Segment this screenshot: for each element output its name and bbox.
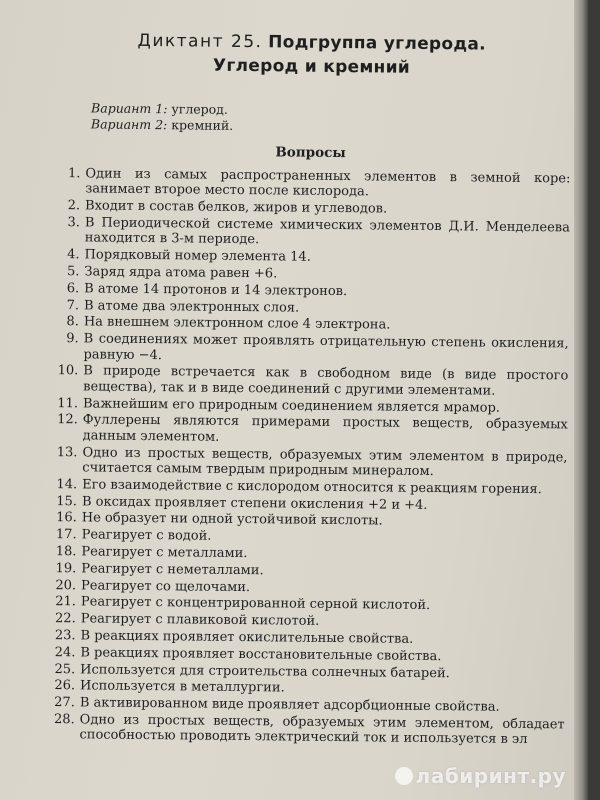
list-item (44, 712, 564, 748)
title-line-2: Углерод и кремний (212, 55, 411, 78)
question-number: 22. (54, 611, 76, 627)
question-number: 21. (55, 594, 77, 610)
question-number: 1. (67, 166, 81, 182)
question-text: Реагирует с металлами. (81, 544, 248, 562)
question-text: Входит в состав белков, жиров и углеводов. (84, 198, 388, 217)
list-item (50, 215, 570, 251)
question-text: В реакциях проявляет восстановительные свойства. (80, 645, 442, 664)
question-text: В оксидах проявляет степени окисления +2 и +4. (81, 493, 428, 513)
question-text: Реагирует с водой. (81, 527, 212, 544)
question-text: Одно из простых веществ, образуемых этим элементом в природе, считается самым твердым природным минералом. (82, 444, 568, 480)
question-number: 7. (66, 297, 80, 313)
question-number: 13. (56, 444, 78, 460)
list-item (48, 331, 568, 367)
question-text: Один из самых распространенных элементов в земной коре: занимает второе место после кислорода. (85, 166, 571, 200)
watermark-text: лабиринт.ру (415, 764, 566, 788)
question-number: 25. (54, 661, 76, 677)
question-number: 10. (57, 363, 79, 379)
question-number: 17. (55, 527, 77, 543)
variants-block (91, 100, 571, 137)
question-number: 12. (57, 412, 78, 428)
watermark-logo-icon (395, 767, 413, 785)
question-number: 26. (54, 678, 76, 694)
question-text: В соединениях может проявлять отрицательную степень окисления, равную −4. (83, 331, 569, 363)
page-edge-shadow (574, 0, 588, 800)
question-number: 15. (56, 493, 78, 509)
list-item (50, 166, 570, 202)
question-number: 4. (67, 247, 80, 263)
question-text: Реагирует с плавиковой кислотой. (80, 611, 320, 630)
question-text: Его взаимодействие с кислородом относится к реакциям горения. (82, 477, 542, 497)
question-number: 18. (55, 544, 77, 560)
list-item (48, 412, 568, 448)
list-item (48, 363, 568, 399)
question-text: Заряд ядра атома равен +6. (84, 264, 278, 282)
question-text: Реагирует с концентрированной серной кислотой. (80, 594, 431, 614)
question-number: 9. (66, 331, 79, 347)
question-text: Одно из простых веществ, образуемых этим элементом, обладает способностью проводить электрический ток и используется в эл (79, 712, 565, 748)
question-text: Не образует ни одной устойчивой кислоты. (81, 510, 383, 529)
question-number: 11. (57, 395, 79, 411)
question-text: Используется в металлургии. (79, 678, 285, 696)
question-number: 27. (54, 695, 75, 711)
question-number: 20. (55, 577, 77, 593)
question-text: В Периодической системе химических элементов Д.И. Менделеева находится в 3-м периоде. (84, 215, 570, 248)
question-text: Реагирует со щелочами. (81, 577, 251, 595)
variant-2-value: кремний. (171, 117, 234, 133)
question-number: 8. (66, 314, 79, 330)
question-text: В атоме 14 протонов и 14 электронов. (84, 281, 348, 299)
list-item (47, 445, 567, 481)
question-number: 23. (54, 628, 76, 644)
question-text: В природе встречается как в свободном виде (в виде простого вещества), так и в виде соединений с другими элементами. (83, 363, 569, 399)
question-number: 6. (66, 280, 80, 297)
page-content (44, 22, 572, 750)
question-text: Важнейшим его природным соединением является мрамор. (82, 395, 501, 416)
watermark (395, 764, 566, 788)
question-number: 3. (67, 215, 80, 231)
question-text: Фуллерены являются примерами простых веществ, образуемых данным элементом. (82, 412, 568, 445)
question-text: Используется для строительства солнечных батарей. (80, 661, 450, 681)
question-text: Реагирует с неметаллами. (81, 561, 264, 579)
variant-1-value: углерод. (171, 101, 228, 117)
question-number: 2. (67, 198, 81, 214)
question-text: На внешнем электронном слое 4 электрона. (83, 314, 391, 333)
question-number: 28. (53, 712, 75, 728)
question-number: 16. (56, 510, 77, 526)
questions-list (44, 166, 570, 748)
page-title (51, 28, 571, 81)
variant-2-label: Вариант 2: (90, 116, 168, 133)
question-text: В атоме два электронных слоя. (83, 297, 300, 316)
section-title: Вопросы (275, 144, 346, 162)
question-text: В активированном виде проявляет адсорбционные свойства. (79, 695, 500, 715)
question-number: 19. (55, 560, 77, 577)
question-number: 14. (56, 476, 78, 493)
question-number: 24. (54, 644, 76, 661)
title-line-1: Подгруппа углерода. (268, 32, 487, 55)
question-text: Порядковый номер элемента 14. (84, 247, 311, 265)
question-text: В реакциях проявляет окислительные свойства. (80, 628, 414, 647)
variant-1-label: Вариант 1: (91, 100, 168, 117)
question-number: 5. (66, 264, 80, 280)
dictation-number: Диктант 25. (137, 30, 263, 53)
